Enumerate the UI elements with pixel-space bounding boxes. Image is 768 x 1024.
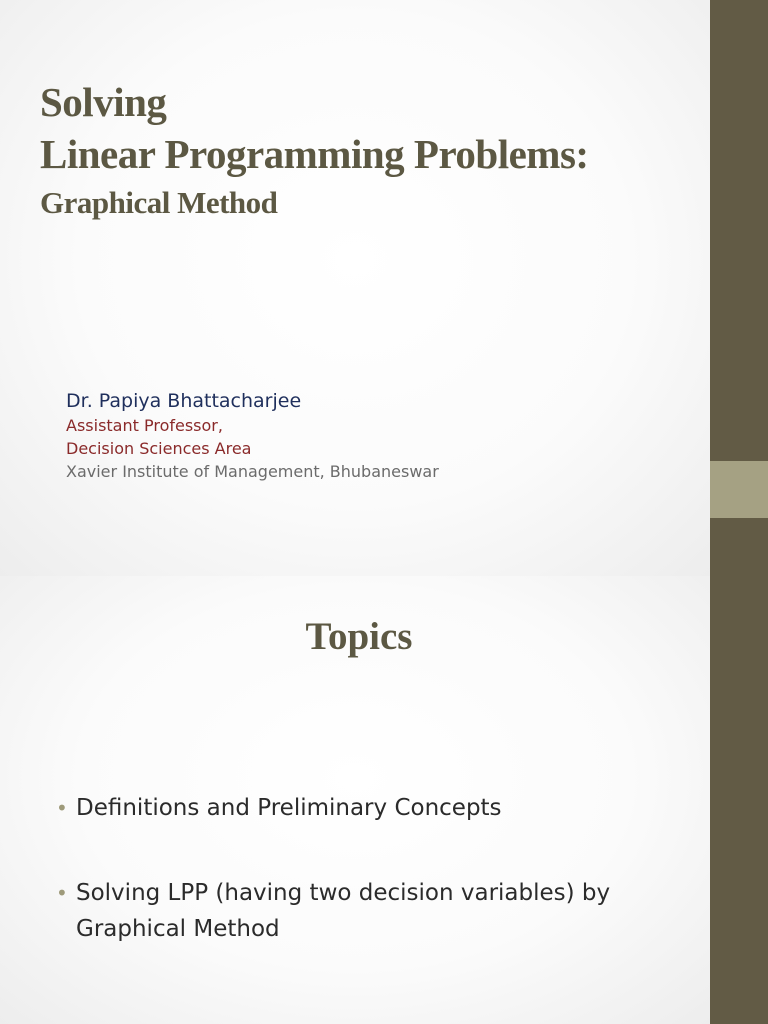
author-role: Assistant Professor, [66, 416, 223, 435]
topics-heading: Topics [305, 615, 413, 658]
author-name: Dr. Papiya Bhattacharjee [66, 390, 302, 412]
sidebar-accent-block [710, 461, 768, 518]
title-line-1: Solving [40, 79, 167, 125]
author-block [66, 388, 439, 483]
topic-text: Solving LPP (having two decision variables) by Graphical Method [76, 880, 611, 942]
bullet-icon: • [56, 881, 68, 905]
topics-list [56, 790, 676, 996]
topic-text: Definitions and Preliminary Concepts [76, 795, 502, 821]
topics-slide [0, 576, 710, 1024]
author-institution: Xavier Institute of Management, Bhubaneswar [66, 462, 439, 481]
bullet-icon: • [56, 796, 68, 820]
slide-title [40, 76, 589, 224]
topic-item [56, 875, 676, 947]
title-subtitle: Graphical Method [40, 185, 278, 220]
title-line-2: Linear Programming Problems: [40, 131, 589, 177]
author-department: Decision Sciences Area [66, 439, 252, 458]
decorative-sidebar [710, 0, 768, 1024]
topic-item [56, 790, 676, 826]
